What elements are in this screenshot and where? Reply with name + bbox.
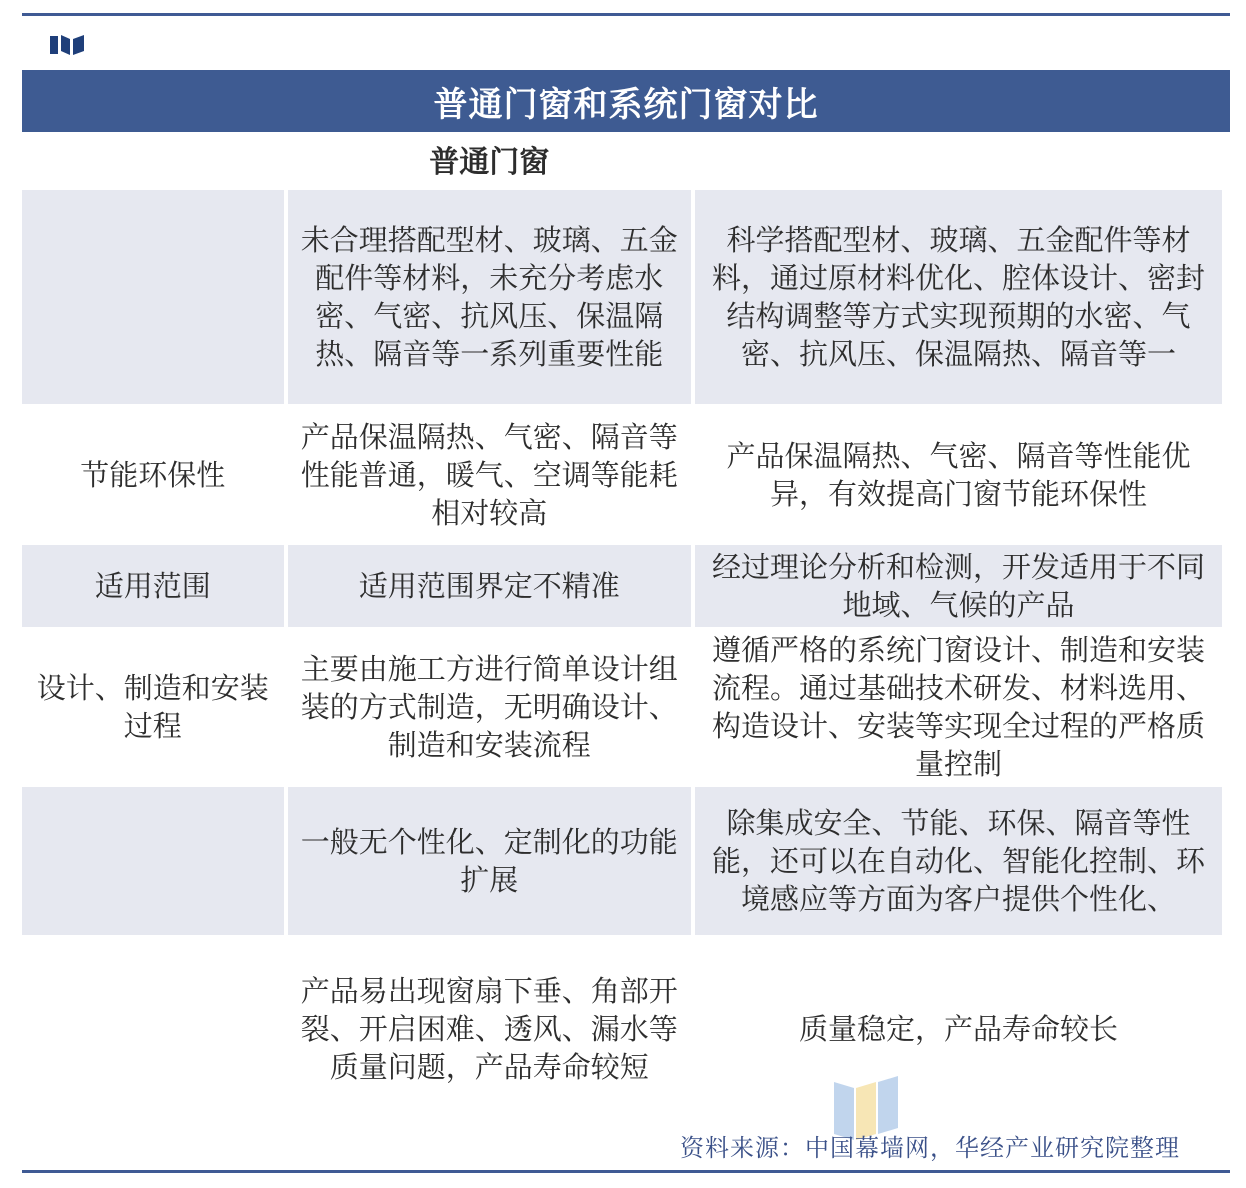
- system-cell: 科学搭配型材、玻璃、五金配件等材料，通过原材料优化、腔体设计、密封结构调整等方式实现预期的水密、气密、抗风压、保温隔热、隔音等一: [695, 190, 1222, 404]
- bottom-rule: [22, 1170, 1230, 1173]
- normal-cell: 产品保温隔热、气密、隔音等性能普通，暖气、空调等能耗相对较高: [288, 408, 691, 541]
- normal-cell: 未合理搭配型材、玻璃、五金配件等材料，未充分考虑水密、气密、抗风压、保温隔热、隔音等一系列重要性能: [288, 190, 691, 404]
- brand-logo-icon: [50, 33, 88, 57]
- row-label: [22, 787, 284, 935]
- table-row: [22, 631, 1222, 783]
- row-label: 节能环保性: [22, 408, 284, 541]
- row-label: 适用范围: [22, 545, 284, 627]
- table-row: [22, 787, 1222, 935]
- normal-cell: 一般无个性化、定制化的功能扩展: [288, 787, 691, 935]
- table-row: [22, 408, 1222, 541]
- header-feature: [22, 140, 284, 186]
- table-row: [22, 190, 1222, 404]
- system-cell: 遵循严格的系统门窗设计、制造和安装流程。通过基础技术研发、材料选用、构造设计、安装等实现全过程的严格质量控制: [695, 631, 1222, 783]
- comparison-table: [18, 136, 1226, 1123]
- header-system-window: [695, 140, 1222, 186]
- page-title: 普通门窗和系统门窗对比: [22, 70, 1230, 132]
- top-rule: [22, 13, 1230, 16]
- system-cell: 经过理论分析和检测，开发适用于不同地域、气候的产品: [695, 545, 1222, 627]
- row-label: [22, 939, 284, 1119]
- source-note: 资料来源：中国幕墙网，华经产业研究院整理: [680, 1134, 1180, 1162]
- table-row: [22, 939, 1222, 1119]
- row-label: 设计、制造和安装过程: [22, 631, 284, 783]
- header-normal-window: 普通门窗: [288, 140, 691, 186]
- row-label: [22, 190, 284, 404]
- table-row: [22, 545, 1222, 627]
- system-cell: 除集成安全、节能、环保、隔音等性能，还可以在自动化、智能化控制、环境感应等方面为客户提供个性化、: [695, 787, 1222, 935]
- system-cell: 产品保温隔热、气密、隔音等性能优异，有效提高门窗节能环保性: [695, 408, 1222, 541]
- normal-cell: 适用范围界定不精准: [288, 545, 691, 627]
- system-cell: 质量稳定，产品寿命较长: [695, 939, 1222, 1119]
- header-row: [22, 140, 1222, 186]
- normal-cell: 主要由施工方进行简单设计组装的方式制造，无明确设计、制造和安装流程: [288, 631, 691, 783]
- normal-cell: 产品易出现窗扇下垂、角部开裂、开启困难、透风、漏水等质量问题，产品寿命较短: [288, 939, 691, 1119]
